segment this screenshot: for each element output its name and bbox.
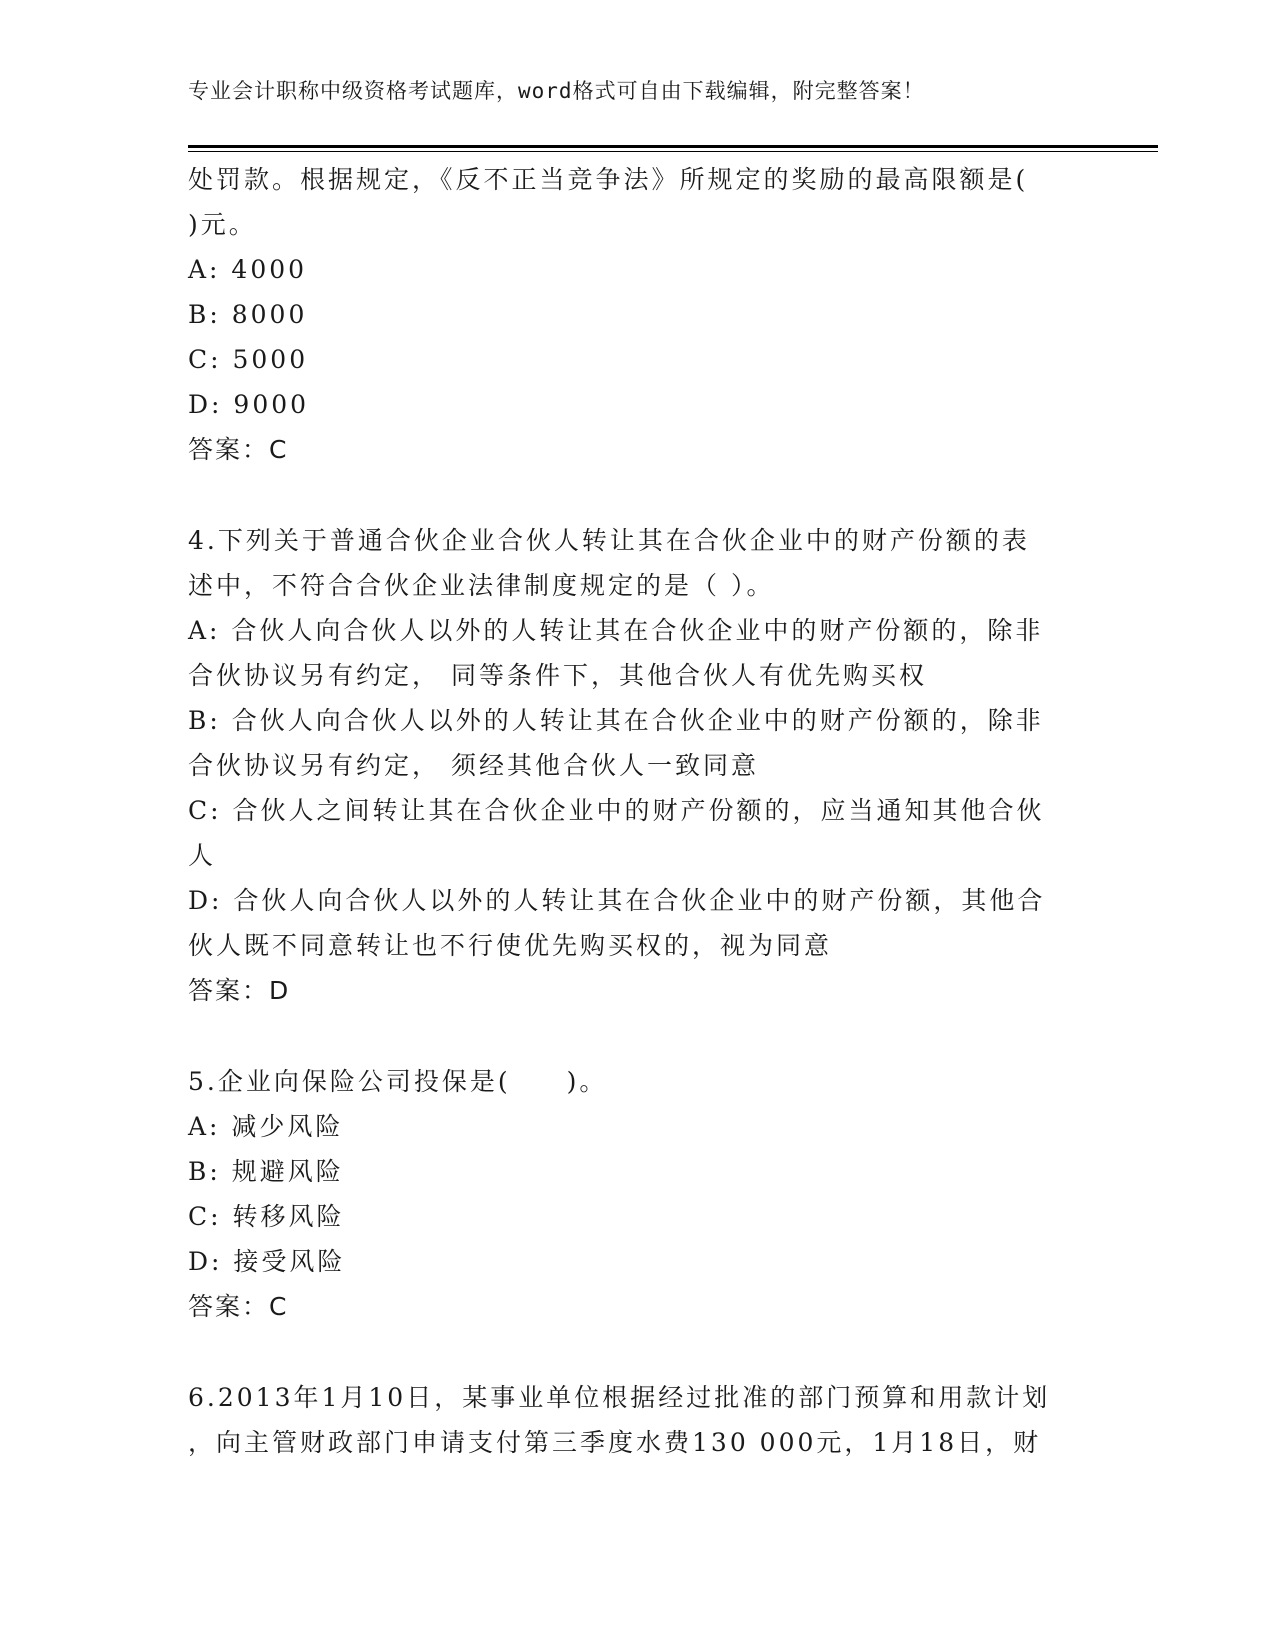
q5-stem: 5.企业向保险公司投保是( )。 (188, 1067, 608, 1096)
spacer (188, 1329, 1088, 1375)
q5-option-c: C: 转移风险 (188, 1202, 345, 1231)
q6-stem-line: ，向主管财政部门申请支付第三季度水费130 000元，1月18日，财 (188, 1428, 1042, 1457)
document-body (188, 157, 1088, 1465)
header-rule-thick (188, 145, 1158, 148)
q6-stem-line: 6.2013年1月10日，某事业单位根据经过批准的部门预算和用款计划 (188, 1383, 1051, 1412)
q4-option-a-cont: 合伙协议另有约定， 同等条件下，其他合伙人有优先购买权 (188, 661, 927, 690)
page-header: 专业会计职称中级资格考试题库，word格式可自由下载编辑，附完整答案！ (188, 79, 925, 103)
q4-option-d: D: 合伙人向合伙人以外的人转让其在合伙企业中的财产份额，其他合 (188, 886, 1046, 915)
spacer (188, 472, 1088, 518)
q3-option-b: B: 8000 (188, 300, 308, 329)
q5-option-a: A: 减少风险 (188, 1112, 344, 1141)
q3-stem-line: 处罚款。根据规定，《反不正当竞争法》所规定的奖励的最高限额是( (188, 165, 1029, 194)
header-rule-thin (188, 151, 1158, 152)
q3-option-a: A: 4000 (188, 255, 308, 284)
q3-option-d: D: 9000 (188, 390, 310, 419)
q5-option-d: D: 接受风险 (188, 1247, 346, 1276)
q4-option-c-cont: 人 (188, 841, 217, 870)
q3-stem-line: )元。 (188, 210, 257, 239)
q4-option-b-cont: 合伙协议另有约定， 须经其他合伙人一致同意 (188, 751, 759, 780)
q5-answer: 答案：C (188, 1292, 289, 1321)
q3-option-c: C: 5000 (188, 345, 309, 374)
q3-answer: 答案：C (188, 435, 289, 464)
q4-answer: 答案：D (188, 976, 291, 1005)
q4-option-c: C: 合伙人之间转让其在合伙企业中的财产份额的，应当通知其他合伙 (188, 796, 1045, 825)
q4-stem-line: 述中，不符合合伙企业法律制度规定的是（ ）。 (188, 571, 775, 600)
q4-option-d-cont: 伙人既不同意转让也不行使优先购买权的，视为同意 (188, 931, 833, 960)
q5-option-b: B: 规避风险 (188, 1157, 344, 1186)
q4-stem-line: 4.下列关于普通合伙企业合伙人转让其在合伙企业中的财产份额的表 (188, 526, 1030, 555)
q4-option-b: B: 合伙人向合伙人以外的人转让其在合伙企业中的财产份额的，除非 (188, 706, 1044, 735)
spacer (188, 1013, 1088, 1059)
q4-option-a: A: 合伙人向合伙人以外的人转让其在合伙企业中的财产份额的，除非 (188, 616, 1044, 645)
